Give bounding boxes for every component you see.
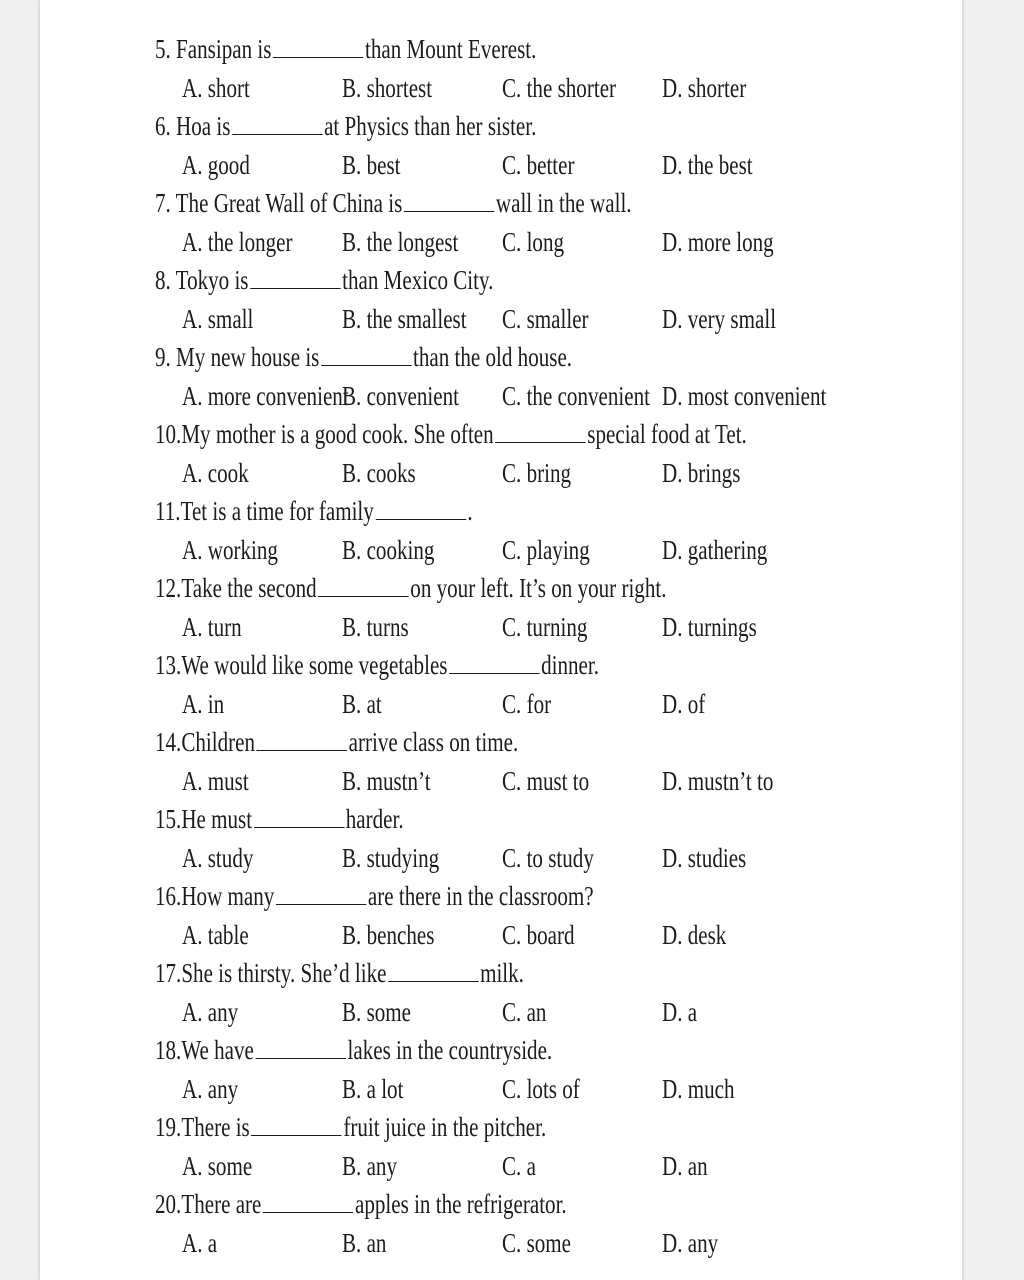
question-stem <box>155 29 536 69</box>
question-text-after: than Mexico City. <box>342 265 494 295</box>
option-d: D. much <box>662 1074 735 1104</box>
question-number: 12. <box>155 573 182 603</box>
question-stem <box>155 491 473 531</box>
option-d: D. very small <box>662 304 777 334</box>
option-a: A. any <box>182 997 239 1027</box>
question-number: 17. <box>155 958 182 988</box>
answer-blank <box>375 518 465 520</box>
option-c: C. for <box>502 689 552 719</box>
question-stem <box>155 645 599 685</box>
question-number: 8. <box>155 265 171 295</box>
answer-blank <box>495 441 585 443</box>
question-item <box>0 1030 1024 1110</box>
option-b: B. at <box>342 689 382 719</box>
option-d: D. turnings <box>662 612 757 642</box>
question-text-after: at Physics than her sister. <box>324 111 537 141</box>
question-number: 13. <box>155 650 182 680</box>
answer-blank <box>232 133 322 135</box>
question-text-before: Hoa is <box>176 111 231 141</box>
option-c: C. better <box>502 150 575 180</box>
option-c: C. must to <box>502 766 590 796</box>
answer-blank <box>263 1211 353 1213</box>
question-text-after: lakes in the countryside. <box>347 1035 553 1065</box>
option-b: B. convenient <box>342 381 459 411</box>
question-text-after: dinner. <box>541 650 600 680</box>
question-item <box>0 491 1024 571</box>
question-text-before: My new house is <box>176 342 320 372</box>
question-number: 16. <box>155 881 182 911</box>
question-item <box>0 106 1024 186</box>
option-b: B. benches <box>342 920 435 950</box>
question-text-before: My mother is a good cook. She often <box>181 419 494 449</box>
option-d: D. brings <box>662 458 741 488</box>
option-b: B. cooks <box>342 458 416 488</box>
option-a: A. working <box>182 535 278 565</box>
question-number: 11. <box>155 496 181 526</box>
option-c: C. lots of <box>502 1074 580 1104</box>
question-text-before: Children <box>181 727 256 757</box>
question-number: 18. <box>155 1035 182 1065</box>
question-item <box>0 568 1024 648</box>
option-d: D. a <box>662 997 698 1027</box>
question-text-after: than the old house. <box>412 342 573 372</box>
option-c: C. smaller <box>502 304 589 334</box>
question-text-before: Tet is a time for family <box>180 496 374 526</box>
question-text-after: apples in the refrigerator. <box>355 1189 567 1219</box>
option-a: A. cook <box>182 458 249 488</box>
question-stem <box>155 106 536 146</box>
option-a: A. study <box>182 843 254 873</box>
answer-blank <box>273 56 363 58</box>
option-d: D. shorter <box>662 73 747 103</box>
option-a: A. table <box>182 920 249 950</box>
question-text-after: special food at Tet. <box>587 419 747 449</box>
answer-blank <box>388 980 478 982</box>
question-text-after: than Mount Everest. <box>365 34 537 64</box>
question-text-before: How many <box>181 881 275 911</box>
option-a: A. small <box>182 304 254 334</box>
answer-blank <box>251 1134 341 1136</box>
option-d: D. desk <box>662 920 727 950</box>
option-d: D. the best <box>662 150 753 180</box>
option-a: A. the longer <box>182 227 293 257</box>
question-text-before: We would like some vegetables <box>181 650 448 680</box>
question-stem <box>155 568 666 608</box>
question-text-before: We have <box>181 1035 254 1065</box>
question-number: 9. <box>155 342 171 372</box>
option-b: B. the longest <box>342 227 459 257</box>
question-item <box>0 260 1024 340</box>
answer-blank <box>255 1057 345 1059</box>
question-number: 5. <box>155 34 171 64</box>
question-item <box>0 1184 1024 1264</box>
answer-blank <box>254 826 344 828</box>
question-stem <box>155 414 747 454</box>
question-item <box>0 799 1024 879</box>
option-a: A. turn <box>182 612 242 642</box>
question-stem <box>155 1107 546 1147</box>
option-b: B. shortest <box>342 73 433 103</box>
question-stem <box>155 1030 552 1070</box>
option-c: C. long <box>502 227 565 257</box>
option-a: A. short <box>182 73 250 103</box>
question-item <box>0 722 1024 802</box>
option-b: B. turns <box>342 612 409 642</box>
question-text-after: on your left. It’s on your right. <box>410 573 667 603</box>
question-text-before: Take the second <box>181 573 317 603</box>
option-a: A. good <box>182 150 250 180</box>
option-a: A. some <box>182 1151 253 1181</box>
question-number: 6. <box>155 111 171 141</box>
question-text-before: He must <box>181 804 253 834</box>
question-text-after: milk. <box>480 958 524 988</box>
answer-blank <box>321 364 411 366</box>
option-a: A. in <box>182 689 225 719</box>
option-d: D. an <box>662 1151 708 1181</box>
answer-blank <box>404 210 494 212</box>
option-d: D. any <box>662 1228 719 1258</box>
question-stem <box>155 953 524 993</box>
question-stem <box>155 260 493 300</box>
option-c: C. the shorter <box>502 73 617 103</box>
option-a: A. must <box>182 766 249 796</box>
option-b: B. some <box>342 997 412 1027</box>
option-c: C. a <box>502 1151 536 1181</box>
option-c: C. board <box>502 920 575 950</box>
answer-blank <box>250 287 340 289</box>
option-c: C. playing <box>502 535 590 565</box>
question-text-after: wall in the wall. <box>495 188 632 218</box>
question-text-after: are there in the classroom? <box>367 881 594 911</box>
question-text-before: Tokyo is <box>175 265 249 295</box>
option-d: D. mustn’t to <box>662 766 774 796</box>
question-stem <box>155 799 404 839</box>
question-stem <box>155 183 632 223</box>
option-d: D. gathering <box>662 535 768 565</box>
question-stem <box>155 876 594 916</box>
option-c: C. turning <box>502 612 588 642</box>
option-c: C. to study <box>502 843 594 873</box>
option-c: C. bring <box>502 458 572 488</box>
question-text-after: . <box>467 496 473 526</box>
option-b: B. mustn’t <box>342 766 431 796</box>
option-d: D. of <box>662 689 706 719</box>
question-stem <box>155 1184 567 1224</box>
question-text-after: fruit juice in the pitcher. <box>343 1112 547 1142</box>
question-text-before: There are <box>181 1189 262 1219</box>
option-b: B. a lot <box>342 1074 404 1104</box>
question-text-before: She is thirsty. She’d like <box>181 958 387 988</box>
question-number: 19. <box>155 1112 182 1142</box>
question-item <box>0 337 1024 417</box>
option-d: D. studies <box>662 843 747 873</box>
option-b: B. studying <box>342 843 440 873</box>
question-number: 15. <box>155 804 182 834</box>
question-stem <box>155 722 518 762</box>
question-text-after: harder. <box>345 804 404 834</box>
question-item <box>0 414 1024 494</box>
option-b: B. cooking <box>342 535 435 565</box>
option-d: D. more long <box>662 227 774 257</box>
answer-blank <box>449 672 539 674</box>
option-c: C. some <box>502 1228 572 1258</box>
option-b: B. an <box>342 1228 387 1258</box>
answer-blank <box>257 749 347 751</box>
question-item <box>0 645 1024 725</box>
question-number: 7. <box>155 188 171 218</box>
question-text-before: The Great Wall of China is <box>175 188 403 218</box>
question-number: 14. <box>155 727 182 757</box>
question-stem <box>155 337 572 377</box>
question-item <box>0 29 1024 109</box>
question-text-after: arrive class on time. <box>348 727 519 757</box>
question-item <box>0 183 1024 263</box>
question-number: 20. <box>155 1189 182 1219</box>
question-number: 10. <box>155 419 182 449</box>
question-text-before: There is <box>181 1112 250 1142</box>
option-b: B. the smallest <box>342 304 467 334</box>
option-a: A. a <box>182 1228 218 1258</box>
question-item <box>0 876 1024 956</box>
option-b: B. any <box>342 1151 397 1181</box>
question-item <box>0 953 1024 1033</box>
question-item <box>0 1107 1024 1187</box>
option-b: B. best <box>342 150 401 180</box>
option-a: A. more convenient <box>182 381 349 411</box>
answer-blank <box>276 903 366 905</box>
answer-blank <box>318 595 408 597</box>
option-a: A. any <box>182 1074 239 1104</box>
option-d: D. most convenient <box>662 381 827 411</box>
option-c: C. an <box>502 997 547 1027</box>
option-c: C. the convenient <box>502 381 650 411</box>
question-text-before: Fansipan is <box>176 34 272 64</box>
